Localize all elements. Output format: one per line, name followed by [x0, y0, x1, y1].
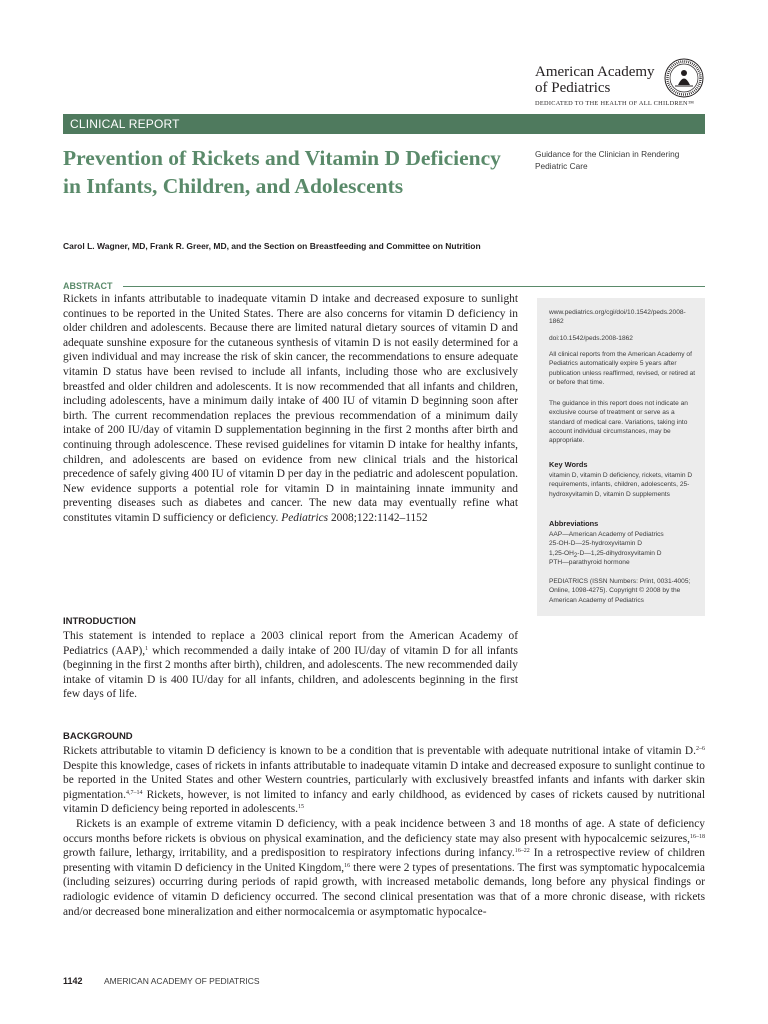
- abstract-text: Rickets in infants attributable to inadequate vitamin D intake and decreased exposure to sunlight continues to be reported in the United States. There are also concerns for vitamin D deficiency in older children and adolescents. Because there are limited natural dietary sources of vitamin D and adequate sunshine exposure for the cutaneous synthesis of vitamin D is not easily determined for a given individual and may increase the risk of skin cancer, the recommendations to ensure adequate vitamin D status have been revised to include all infants, including those who are exclusively breastfed and older children and adolescents. It is now recommended that all infants and children, including adolescents, have a minimum daily intake of 400 IU of vitamin D beginning soon after birth. The current recommendation replaces the previous recommendation of a minimum daily intake of 200 IU/day of vitamin D supplementation beginning in the first 2 months after birth and continuing through adolescence. These revised guidelines for vitamin D intake for healthy infants, children, and adolescents are based on evidence from new clinical trials and the historical precedence of safely giving 400 IU of vitamin D per day in the pediatric and adolescent population. New evidence supports a potential role for vitamin D in maintaining innate immunity and preventing diseases such as diabetes and cancer. The new data may eventually refine what constitutes vitamin D sufficiency or deficiency.: [63, 293, 518, 524]
- abbrev-25ohd: 25-OH-D—25-hydroxyvitamin D: [549, 540, 643, 548]
- introduction-heading: INTRODUCTION: [63, 616, 136, 627]
- abstract-body: [63, 292, 518, 526]
- aap-name-line1: American Academy: [535, 64, 655, 80]
- aap-seal-icon: [664, 58, 704, 98]
- guidance-disclaimer: The guidance in this report does not indicate an exclusive course of treatment or serve as a standard of medical care. Variations, taking into account individual circumstances, may be appropriate.: [549, 400, 688, 445]
- abstract-citation: 2008;122:1142–1152: [328, 511, 428, 524]
- abbrev-aap: AAP—American Academy of Pediatrics: [549, 531, 664, 538]
- aap-name-line2: of Pediatrics: [535, 80, 611, 96]
- clinical-report-banner: [63, 114, 705, 134]
- keywords-heading: Key Words: [549, 460, 588, 469]
- banner-label: CLINICAL REPORT: [70, 117, 180, 131]
- abbreviations-list: [549, 530, 699, 567]
- background-paragraph-1: Rickets attributable to vitamin D deficiency is known to be a condition that is preventable with adequate nutritional intake of vitamin D.$^{2-6}$ Despite this knowledge, cases of rickets in infants attributable to inadequate vitamin D intake and decreased exposure to sunlight continue to be reported in the United States and other Western countries, particularly with exclusively breastfed infants and infants with darker skin pigmentation.$^{4,7-14}$ Rickets, however, is not limited to infancy and early childhood, as evidenced by cases of rickets caused by nutritional vitamin D deficiency being reported in adolescents.$^{15}$: [63, 745, 705, 816]
- article-url-link[interactable]: www.pediatrics.org/cgi/doi/10.1542/peds.2008-1862: [549, 309, 686, 326]
- keywords-list: vitamin D, vitamin D deficiency, rickets, vitamin D requirements, infants, children, adolescents, 25-hydroxyvitamin D, vitamin D supplements: [549, 472, 693, 498]
- expiration-note: All clinical reports from the American Academy of Pediatrics automatically expire 5 years after publication unless reaffirmed, revised, or retired at or before that time.: [549, 351, 696, 386]
- abstract-divider: [123, 286, 705, 287]
- journal-name: Pediatrics: [281, 511, 329, 524]
- footer-organization: AMERICAN ACADEMY OF PEDIATRICS: [104, 976, 260, 986]
- aap-logo-name: [535, 64, 665, 96]
- issn-copyright: PEDIATRICS (ISSN Numbers: Print, 0031-4005; Online, 1098-4275). Copyright © 2008 by the American Academy of Pediatrics: [549, 578, 691, 604]
- page-number: 1142: [63, 976, 83, 986]
- guidance-note: Guidance for the Clinician in Rendering Pediatric Care: [535, 149, 680, 171]
- article-info-sidebar: [537, 298, 705, 616]
- abstract-heading: ABSTRACT: [63, 281, 113, 291]
- background-heading: BACKGROUND: [63, 731, 133, 742]
- introduction-body: This statement is intended to replace a 2003 clinical report from the American Academy of Pediatrics (AAP),$^1$ which recommended a daily intake of 200 IU/day of vitamin D for all infants (beginning in the first 2 months after birth), children, and adolescents. The new recommended daily intake of vitamin D is 400 IU/day for all infants, children, and adolescents beginning in the first few days of life.: [63, 630, 518, 701]
- aap-tagline: DEDICATED TO THE HEALTH OF ALL CHILDREN™: [535, 100, 695, 107]
- article-title: Prevention of Rickets and Vitamin D Deficiency in Infants, Children, and Adolescents: [63, 146, 501, 198]
- article-doi: doi:10.1542/peds.2008-1862: [549, 335, 633, 342]
- background-paragraph-2: Rickets is an example of extreme vitamin D deficiency, with a peak incidence between 3 and 18 months of age. A state of deficiency occurs months before rickets is obvious on physical examination, and the deficiency state may also present with hypocalcemic seizures,$^{16-18}$ growth failure, lethargy, irritability, and a predisposition to respiratory infections during infancy.$^{16-22}$ In a retrospective review of children presenting with vitamin D deficiency in the United Kingdom,$^{16}$ there were 2 types of presentations. The first was symptomatic hypocalcemia (including seizures) occurring during periods of rapid growth, with increased metabolic demands, long before any physical findings or radiologic evidence of vitamin D deficiency occurred. The second clinical presentation was that of a more chronic disease, with rickets and/or decreased bone mineralization and either normocalcemia or asymptomatic hypocalce-: [63, 817, 705, 918]
- abbrev-125ohd: $1,25-OH_2-D—1,25$-dihydroxyvitamin D: [549, 549, 662, 559]
- author-list: Carol L. Wagner, MD, Frank R. Greer, MD, and the Section on Breastfeeding and Committee on Nutrition: [63, 241, 481, 251]
- abbreviations-heading: Abbreviations: [549, 519, 599, 528]
- background-body: [63, 744, 705, 919]
- abbrev-pth: PTH—parathyroid hormone: [549, 558, 630, 566]
